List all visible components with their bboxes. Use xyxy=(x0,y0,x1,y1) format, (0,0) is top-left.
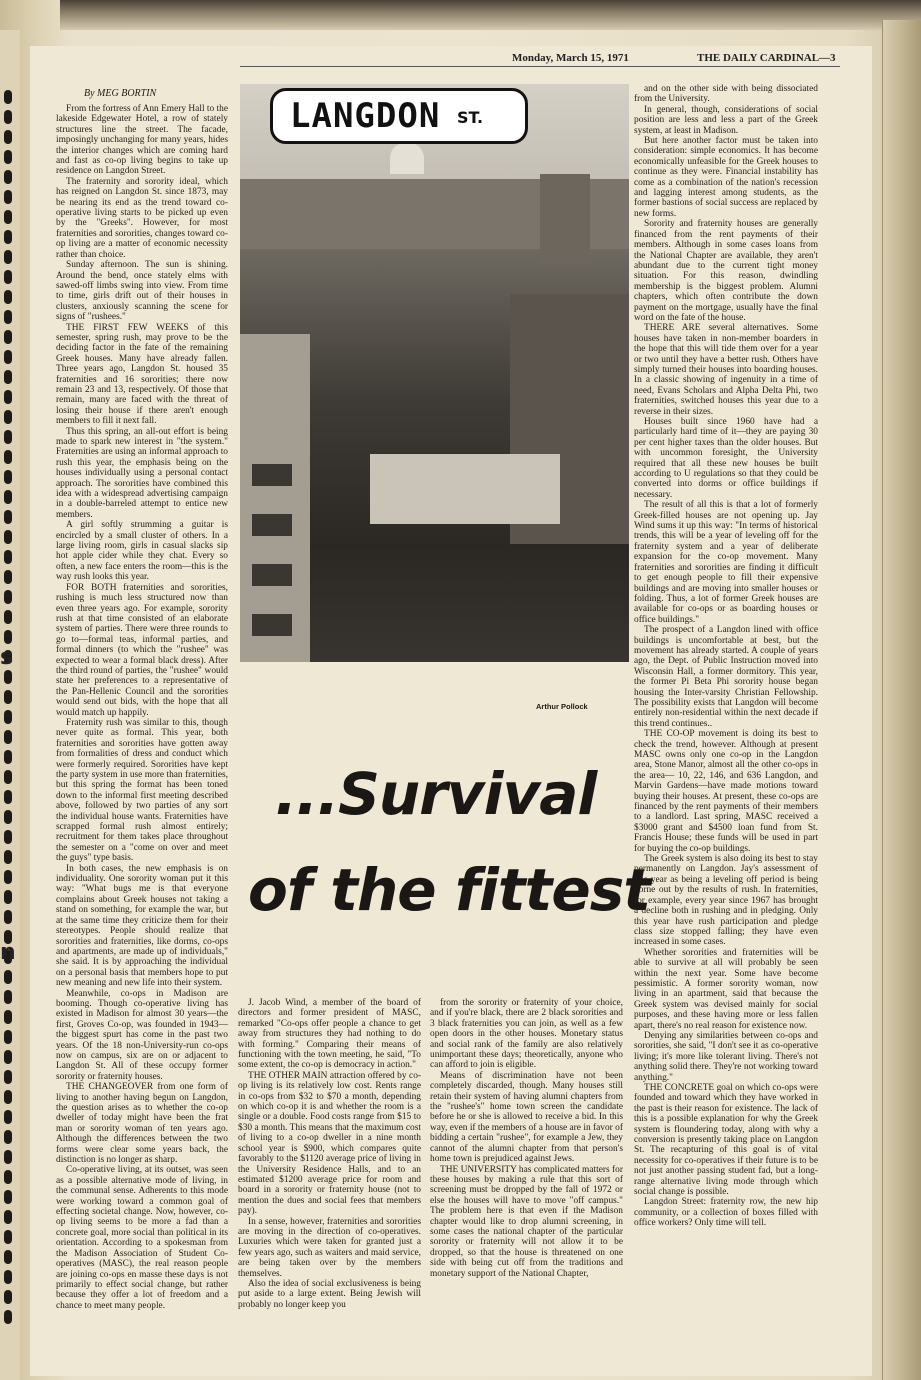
binding-hole xyxy=(4,1270,12,1284)
binding-hole xyxy=(4,370,12,384)
binding-hole xyxy=(4,910,12,924)
binding-hole xyxy=(4,1250,12,1264)
byline: By MEG BORTIN xyxy=(84,88,157,99)
binding-hole xyxy=(4,150,12,164)
binding-hole xyxy=(4,590,12,604)
binding-hole xyxy=(4,1050,12,1064)
paragraph: THE OTHER MAIN attraction offered by co-op living is its relatively low cost. Rents range in co-ops from $32 to $70 a month, depending on which co-op it is and whether the room is a single or a double. Food costs range from $15 to $30 a month. This means that the maximum cost of living to a co-op dweller in a nine month school year is $900, which compares quite favorably to the $1120 average price of living in the University Residence Halls, and to an estimated $1200 average price for room and board in a sorority or fraternity house (not to mention the dues and social fees that members pay). xyxy=(238,1070,421,1217)
paragraph: But here another factor must be taken into consideration: simple economics. It has become economically unfeasible for the Greek houses to continue as they were. Financial instability has come as a combination of the nation's recession and lagging interest among students, as the former bastions of social success are replaced by new forms. xyxy=(634,136,818,219)
paragraph: THE FIRST FEW WEEKS of this semester, spring rush, may prove to be the deciding factor in the fate of the remaining Greek houses. Many have already fallen. Three years ago, Langdon St. housed 35 fraternities and 16 sororities; there now remain 23 and 13, respectively. Of those that remain, many are faced with the threat of losing their house if there aren't enough members to fill it next fall. xyxy=(56,322,228,427)
article-column-1 xyxy=(56,104,228,1348)
paper-name: THE DAILY CARDINAL—3 xyxy=(697,52,836,64)
photo-credit: Arthur Pollock xyxy=(536,702,588,711)
binding-hole xyxy=(4,1010,12,1024)
paragraph: From the fortress of Ann Emery Hall to the lakeside Edgewater Hotel, a row of stately structures line the street. The facade, imposingly unchanging for many years, hides the interior changes which are coming hard and fast as co-op living begins to take up residence on Langdon Street. xyxy=(56,104,228,177)
paragraph: J. Jacob Wind, a member of the board of directors and former president of MASC, remarked "Co-ops offer people a chance to get away from structures they had nothing to do with forming." Comparing their means of functioning with the town meeting, he said, "To some extent, the co-op is democracy in action." xyxy=(238,998,421,1071)
binding-hole xyxy=(4,610,12,624)
binding-hole xyxy=(4,330,12,344)
paragraph: Thus this spring, an all-out effort is being made to spark new interest in "the system." Fraternities are using an informal approach to rush this year, the emphasis being on the houses individually using a personal contact approach. The sororities have combined this idea with a widespread advertising campaign in a double-barreled attempt to entice new members. xyxy=(56,426,228,520)
paragraph: Meanwhile, co-ops in Madison are booming. Though co-operative living has existed in Madison for almost 30 years—the first, Groves Co-op, was founded in 1943—the biggest spurt has come in the past two years. Of the 18 non-University-run co-ops now on campus, six are on or adjacent to Langdon St. All of these occupy former sorority or fraternity houses. xyxy=(56,988,228,1082)
binding-hole xyxy=(4,210,12,224)
paragraph: THE CO-OP movement is doing its best to check the trend, however. Although at present MASC owns only one co-op in the Langdon area, Stone Manor, almost all the other co-ops in the area— 10, 22, 146, and 636 Langdon, and Marvin Gardens—have made motions toward buying their houses. At present, these co-ops are financed by the rent payments of their members to a landlord. Last spring, MASC received a $3000 grant and $4500 loan fund from St. Francis House; these funds will be used in part for buying the co-op buildings. xyxy=(634,729,818,854)
binding-hole xyxy=(4,310,12,324)
issue-date: Monday, March 15, 1971 xyxy=(512,52,629,64)
binding-hole xyxy=(4,770,12,784)
window xyxy=(252,514,292,536)
header-rule xyxy=(240,66,840,67)
paragraph: and on the other side with being dissociated from the University. xyxy=(634,84,818,105)
binding-hole xyxy=(4,290,12,304)
binding-hole xyxy=(4,870,12,884)
paragraph: The fraternity and sorority ideal, which has reigned on Langdon St. since 1873, may be nearing its end as the trend toward co-operative living starts to be picked up even by the "Greeks". However, for most fraternities and sororities, changes toward co-op living are a matter of economic necessity rather than choice. xyxy=(56,176,228,260)
article-column-4 xyxy=(634,84,818,1348)
paragraph: Also the idea of social exclusiveness is being put aside to a large extent. Being Jewish will probably no longer keep you xyxy=(238,1278,421,1310)
paragraph: Denying any similarities between co-ops and sororities, she said, "I don't see it as co-operative living; it's more like tolerant living. There's not anything solid there. They're not working toward anything." xyxy=(634,1030,818,1083)
binding-hole xyxy=(4,670,12,684)
binding-hole xyxy=(4,110,12,124)
capitol-dome xyxy=(390,142,424,174)
binding-hole xyxy=(4,830,12,844)
paragraph: The result of all this is that a lot of formerly Greek-filled houses are not opening up. Jay Wind sums it up this way: "In terms of historical trends, this will be a year of leveling off for the fraternity system and a year of deliberate expansion for the co-op movement. Many fraternities and sororities are finding it difficult to get enough people to fill their expensive buildings and are moving into smaller houses or folding. Thus, a lot of former Greek houses are available for co-ops or as boarding houses or office buildings." xyxy=(634,500,818,625)
edge-letter: s xyxy=(0,645,14,670)
binding-hole xyxy=(4,790,12,804)
scan-top-shadow xyxy=(60,0,921,30)
binding-hole xyxy=(4,750,12,764)
binding-hole xyxy=(4,1070,12,1084)
paragraph: Sorority and fraternity houses are generally financed from the rent payments of their members. Although in some cases loans from the National Chapter are available, they aren't abundant due to the current tight money situation. For this reason, dwindling membership is the biggest problem. Alumni chapters, which often contribute the down payment on the mortgage, usually have the final word on the fate of the house. xyxy=(634,219,818,323)
binding-hole xyxy=(4,1030,12,1044)
binding-hole xyxy=(4,530,12,544)
langdon-street-photo xyxy=(240,84,629,662)
binding-hole xyxy=(4,990,12,1004)
paragraph: In a sense, however, fraternities and sororities are moving in the direction of co-operatives. Luxuries which were taken for granted just a few years ago, such as waiters and maid service, are being taken over by the members themselves. xyxy=(238,1216,421,1279)
paragraph: Co-operative living, at its outset, was seen as a possible alternative mode of living, in the communal sense. Adherents to this mode were working toward a common goal of effecting societal change. Now, however, co-op living seems to be more a fad than a concrete goal, more social than political in its orientation. According to a spokesman from the Madison Association of Student Co-operatives (MASC), the real reason people are joining co-ops en masse these days is not primarily to effect social change, but rather because they offer a lot of freedom and a chance to meet many people. xyxy=(56,1165,228,1311)
binding-hole xyxy=(4,1110,12,1124)
skyline-tower xyxy=(540,174,590,264)
binding-hole xyxy=(4,410,12,424)
window xyxy=(252,464,292,486)
paragraph: Sunday afternoon. The sun is shining. Around the bend, once stately elms with sawed-off limbs swing into view. From time to time, girls drift out of their houses in clusters, anxiously scanning the scene for signs of "rushees." xyxy=(56,260,228,323)
paragraph: Langdon Street: fraternity row, the new hip community, or a collection of boxes filled with office workers? Only time will tell. xyxy=(634,1197,818,1229)
binding-hole xyxy=(4,430,12,444)
binding-hole xyxy=(4,810,12,824)
headline-line-1: ...Survival xyxy=(275,760,597,828)
binding-hole xyxy=(4,850,12,864)
binding-hole xyxy=(4,230,12,244)
binding-hole xyxy=(4,890,12,904)
binding-hole xyxy=(4,1210,12,1224)
paragraph: THE CHANGEOVER from one form of living to another having begun on Langdon, the question arises as to whether the co-op dweller of today might have been the frat man or sorority woman of ten years ago. Although the differences between the two forms were clear some years back, the distinction is no longer as sharp. xyxy=(56,1082,228,1166)
binding-hole xyxy=(4,710,12,724)
adjacent-pages-edge xyxy=(882,20,921,1380)
binding-hole xyxy=(4,450,12,464)
binding-hole xyxy=(4,1230,12,1244)
binding-hole xyxy=(4,570,12,584)
binding-hole xyxy=(4,1170,12,1184)
binding-hole xyxy=(4,130,12,144)
article-column-2 xyxy=(238,998,421,1348)
apartment-building xyxy=(240,334,310,662)
street-sign-text: LANGDON xyxy=(290,96,441,136)
binding-hole xyxy=(4,1310,12,1324)
paragraph: Houses built since 1960 have had a particularly hard time of it—they are paying 30 per cent higher taxes than the older houses. But with uncommon foresight, the University required that all these new houses be built according to U regulations so that they could be converted into dorms or office buildings if necessary. xyxy=(634,417,818,500)
binding-hole xyxy=(4,350,12,364)
binding-hole xyxy=(4,490,12,504)
binding-hole xyxy=(4,1090,12,1104)
street-sign-suffix: ST. xyxy=(457,108,484,127)
binding-holes xyxy=(4,90,12,1340)
binding-hole xyxy=(4,1130,12,1144)
paragraph: A girl softly strumming a guitar is encircled by a small cluster of others. In a large living room, girls in casual slacks sip hot apple cider while they chat. Every so often, a new face enters the room—this is the way rush looks this year. xyxy=(56,520,228,583)
binding-hole xyxy=(4,1190,12,1204)
binding-hole xyxy=(4,690,12,704)
snowy-yard xyxy=(370,454,560,524)
binding-hole xyxy=(4,190,12,204)
paragraph: The prospect of a Langdon lined with office buildings is uncomfortable at best, but the movement has already started. A couple of years ago, the Dept. of Public Instruction moved into Wisconsin Hall, a former dormitory. This year, the former Pi Beta Phi sorority house began housing the Inter-varsity Christian Fellowship. The possibility exists that Langdon will become entirely non-residential within the next decade if this trend continues.. xyxy=(634,625,818,729)
binding-hole xyxy=(4,970,12,984)
window xyxy=(252,614,292,636)
edge-letter: n xyxy=(0,940,16,965)
binding-hole xyxy=(4,390,12,404)
window xyxy=(252,564,292,586)
paragraph: THE UNIVERSITY has complicated matters for these houses by making a rule that this sort of screening must be dropped by the fall of 1972 or else the houses will have to move "off campus." The problem here is that even if the Madison chapter would like to drop alumni screening, in some cases the national chapter of the particular sorority or fraternity will not allow it to be dropped, so that the house is threatened on one side with being cut off from the traditions and monetary support of the National Chapter, xyxy=(430,1164,623,1279)
binding-hole xyxy=(4,730,12,744)
paragraph: Whether sororities and fraternities will be able to survive at all will probably be seen within the next year. Some have become pessimistic. A former sorority woman, now living in an apartment, said that because the Greek system was devised mainly for social purposes, and these having more or less fallen apart, there's no real reason for existence now. xyxy=(634,947,818,1031)
paragraph: FOR BOTH fraternities and sororities, rushing is much less structured now than even three years ago. For example, sorority rush at that time consisted of an elaborate system of parties. There were three rounds to go to—formal teas, informal parties, and formal dinners (to which the "rushee" was expected to wear a formal black dress). After the third round of parties, the "rushee" would state her preferences to a representative of the Pan-Hellenic Council and the sororities would send out bids, with the hope that all would match up happily. xyxy=(56,582,228,718)
binding-hole xyxy=(4,90,12,104)
binding-hole xyxy=(4,250,12,264)
binding-hole xyxy=(4,1290,12,1304)
binding-hole xyxy=(4,170,12,184)
paragraph: The Greek system is also doing its best to stay permanently on Langdon. Jay's assessment of this year as being a leveling off period is being borne out by the results of rush. In fraternities, for example, every year since 1967 has brought a decline both in rushing and in pledging. Only this year have rush participation and pledge class size stopped falling; they have even increased in some cases. xyxy=(634,854,818,948)
headline-line-2: of the fittest xyxy=(248,856,650,924)
paragraph: THE CONCRETE goal on which co-ops were founded and toward which they have worked in the past is their reason for existence. The lack of this is a possible explanation for why the Greek system is floundering today, along with why a conversion is presently taking place on Langdon St. The recapturing of this goal is of vital necessity for co-operatives if their future is to be not just another passing student fad, but a long-range alternative living mode through which social change is possible. xyxy=(634,1083,818,1198)
binding-hole xyxy=(4,1150,12,1164)
binding-hole xyxy=(4,270,12,284)
binding-hole xyxy=(4,550,12,564)
paragraph: from the sorority or fraternity of your choice, and if you're black, there are 2 black sororities and 3 black fraternities you can join, as well as a few open doors in the other houses. Monetary status and social rank of the family are also relatively unimportant these days; theoretically, anyone who can afford to join is eligible. xyxy=(430,998,623,1071)
article-column-3 xyxy=(430,998,623,1348)
paragraph: THERE ARE several alternatives. Some houses have taken in non-member boarders in the hope that this will tide them over for a year or two until they have a better rush. Others have simply turned their houses into boarding houses. In a classic showing of ingenuity in a time of need, Evans Scholars and Alpha Delta Phi, two fraternities, switched houses this year due to a reverse in their sizes. xyxy=(634,323,818,417)
binding-hole xyxy=(4,470,12,484)
paragraph: In both cases, the new emphasis is on individuality. One sorority woman put it this way: "What bugs me is that everyone complains about Greek houses not taking a stand on something, for example the war, but at the same time they criticize them for their stereotypes. People should realize that sororities and fraternities, like dorms, co-ops and apartments, are made up of individuals," she said. It is by approaching the individual on a personal basis that members hope to put new meaning and new life into their system. xyxy=(56,863,228,989)
paragraph: In general, though, considerations of social position are less and less a part of the Greek system, at least in Madison. xyxy=(634,104,818,136)
paragraph: Fraternity rush was similar to this, though never quite as formal. This year, both fraternities and sororities have gotten away from formalities of dress and conduct which were formerly required. Sororities have kept the party system in use more than fraternities, but this spring the format has been toned down to the informal first meeting described above, followed by two parties of any sort the individual house wants. Fraternities have scrapped formal rush almost entirely; recruitment for them takes place throughout the semester on a "come on over and meet the guys" type basis. xyxy=(56,717,228,864)
binding-hole xyxy=(4,630,12,644)
binding-hole xyxy=(4,510,12,524)
paragraph: Means of discrimination have not been completely discarded, though. Many houses still retain their system of having alumni chapters from the "rushee's" home town screen the candidate before he or she is allowed to receive a bid. In this way, even if the members of a house are in favor of bidding a certain "rushee", for example a Jew, they cannot of the alumni chapter from that person's home town is prejudiced against Jews. xyxy=(430,1070,623,1165)
